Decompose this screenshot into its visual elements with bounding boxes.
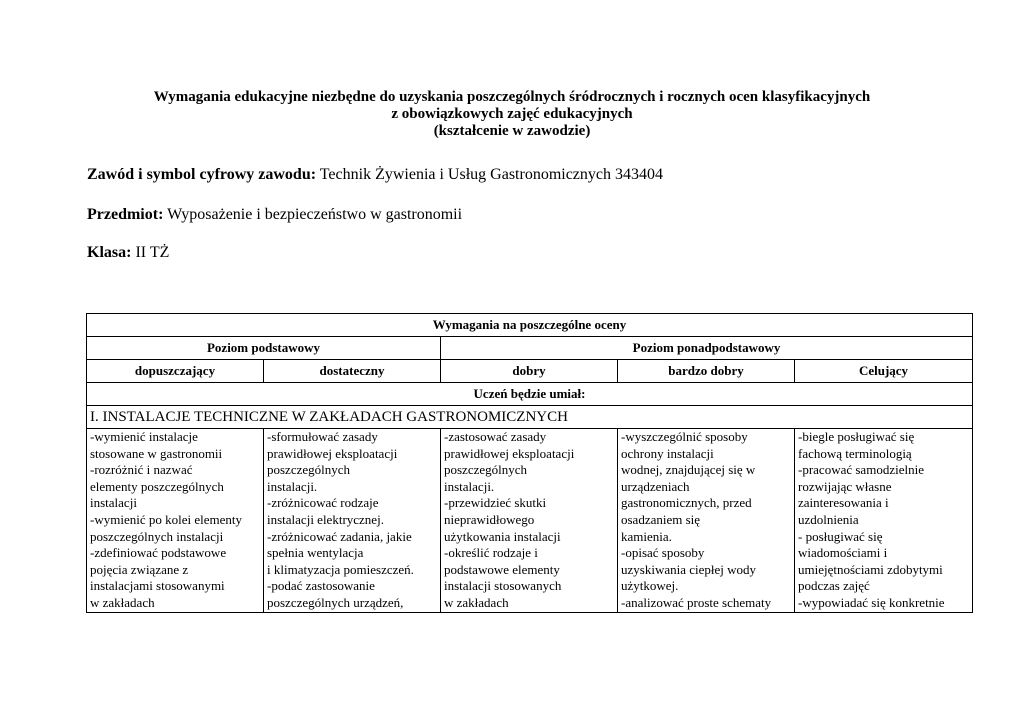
grade-header-bardzo-dobry: bardzo dobry bbox=[618, 360, 795, 383]
cell-text-line: - posługiwać się bbox=[798, 528, 883, 544]
class-value: II TŻ bbox=[131, 244, 170, 261]
cell-text-line: -analizować proste schematy bbox=[621, 594, 772, 610]
cell-text-line: -określić rodzaje i bbox=[444, 545, 538, 561]
cell-text-line: w zakładach bbox=[90, 594, 155, 610]
cell-text-line: wiadomościami i bbox=[798, 545, 888, 561]
cell-text-line: -przewidzieć skutki bbox=[444, 495, 547, 511]
cell-text-line: użytkowania instalacji bbox=[444, 528, 561, 544]
cell-text-line: i klimatyzacja pomieszczeń. bbox=[267, 561, 414, 577]
cell-text-line: rozwijając własne bbox=[798, 478, 892, 494]
cell-text-line: -wypowiadać się konkretnie bbox=[798, 594, 945, 610]
cell-text-line: użytkowej. bbox=[621, 578, 679, 594]
header-title-line-2: z obowiązkowych zajęć edukacyjnych bbox=[391, 106, 633, 122]
cell-celujacy bbox=[795, 429, 973, 613]
table-row bbox=[87, 429, 973, 613]
cell-text-line: wodnej, znajdującej się w bbox=[621, 462, 756, 478]
cell-text-line: prawidłowej eksploatacji bbox=[267, 445, 398, 461]
cell-text-line: -zastosować zasady bbox=[444, 429, 547, 444]
cell-text-line: osadzaniem się bbox=[621, 511, 701, 527]
cell-text-line: instalacji elektrycznej. bbox=[267, 511, 384, 527]
cell-text-line: poszczególnych urządzeń, bbox=[267, 594, 404, 610]
cell-text-line: instalacji bbox=[90, 495, 137, 511]
cell-dopuszczajacy bbox=[87, 429, 264, 613]
table-title: Wymagania na poszczególne oceny bbox=[87, 314, 973, 337]
section-title: I. INSTALACJE TECHNICZNE W ZAKŁADACH GASTRONOMICZNYCH bbox=[87, 406, 973, 429]
profession-label: Zawód i symbol cyfrowy zawodu: bbox=[87, 166, 317, 183]
cell-text-line: -zróżnicować zadania, jakie bbox=[267, 528, 412, 544]
cell-bardzo-dobry bbox=[618, 429, 795, 613]
cell-text-line: -rozróżnić i nazwać bbox=[90, 462, 193, 478]
cell-text-line: -zdefiniować podstawowe bbox=[90, 545, 227, 561]
grade-header-dopuszczajacy: dopuszczający bbox=[87, 360, 264, 383]
cell-text-line: kamienia. bbox=[621, 528, 672, 544]
cell-dostateczny bbox=[264, 429, 441, 613]
cell-text-line: instalacjami stosowanymi bbox=[90, 578, 225, 594]
cell-text-line: poszczególnych bbox=[444, 462, 528, 478]
cell-text-line: -pracować samodzielnie bbox=[798, 462, 924, 478]
cell-text-line: poszczególnych instalacji bbox=[90, 528, 224, 544]
grade-header-celujacy: Celujący bbox=[795, 360, 973, 383]
cell-text-line: pojęcia związane z bbox=[90, 561, 189, 577]
cell-text-line: zainteresowania i bbox=[798, 495, 889, 511]
cell-text-line: instalacji. bbox=[267, 478, 318, 494]
class-line bbox=[87, 244, 169, 262]
cell-text-line: -opisać sposoby bbox=[621, 545, 705, 561]
subject-value: Wyposażenie i bezpieczeństwo w gastronomii bbox=[163, 206, 463, 223]
cell-text-line: instalacji. bbox=[444, 478, 495, 494]
class-label: Klasa: bbox=[87, 244, 132, 261]
cell-text-line: umiejętnościami zdobytymi bbox=[798, 561, 943, 577]
header-title-line-3: (kształcenie w zawodzie) bbox=[433, 123, 591, 139]
cell-text-line: w zakładach bbox=[444, 594, 509, 610]
requirements-table bbox=[86, 313, 973, 613]
grade-header-dostateczny: dostateczny bbox=[264, 360, 441, 383]
subject-label: Przedmiot: bbox=[87, 206, 164, 223]
cell-text-line: gastronomicznych, przed bbox=[621, 495, 752, 511]
cell-text-line: -zróżnicować rodzaje bbox=[267, 495, 379, 511]
subject-line bbox=[87, 206, 462, 224]
cell-text-line: stosowane w gastronomii bbox=[90, 445, 223, 461]
cell-text-line: urządzeniach bbox=[621, 478, 690, 494]
cell-text-line: prawidłowej eksploatacji bbox=[444, 445, 575, 461]
document-header bbox=[0, 89, 1024, 140]
cell-text-line: spełnia wentylacja bbox=[267, 545, 364, 561]
cell-text-line: elementy poszczególnych bbox=[90, 478, 224, 494]
cell-text-line: uzyskiwania ciepłej wody bbox=[621, 561, 757, 577]
cell-text-line: uzdolnienia bbox=[798, 511, 859, 527]
level-basic-header: Poziom podstawowy bbox=[87, 337, 441, 360]
cell-text-line: podczas zajęć bbox=[798, 578, 870, 594]
cell-text-line: -wymienić po kolei elementy bbox=[90, 511, 242, 527]
cell-text-line: podstawowe elementy bbox=[444, 561, 560, 577]
cell-text-line: fachową terminologią bbox=[798, 445, 912, 461]
cell-text-line: instalacji stosowanych bbox=[444, 578, 562, 594]
cell-text-line: -podać zastosowanie bbox=[267, 578, 375, 594]
cell-text-line: -sformułować zasady bbox=[267, 429, 378, 444]
profession-line bbox=[87, 166, 663, 184]
cell-text-line: -wyszczególnić sposoby bbox=[621, 429, 748, 444]
cell-text-line: nieprawidłowego bbox=[444, 511, 535, 527]
cell-text-line: ochrony instalacji bbox=[621, 445, 714, 461]
header-title-line-1: Wymagania edukacyjne niezbędne do uzyskania poszczególnych śródrocznych i rocznych ocen klasyfikacyjnych bbox=[153, 89, 871, 105]
cell-dobry bbox=[441, 429, 618, 613]
level-advanced-header: Poziom ponadpodstawowy bbox=[441, 337, 973, 360]
profession-value: Technik Żywienia i Usług Gastronomicznych 343404 bbox=[316, 166, 664, 183]
grade-header-dobry: dobry bbox=[441, 360, 618, 383]
cell-text-line: -biegle posługiwać się bbox=[798, 429, 915, 444]
cell-text-line: poszczególnych bbox=[267, 462, 351, 478]
cell-text-line: -wymienić instalacje bbox=[90, 429, 198, 444]
student-will-row: Uczeń będzie umiał: bbox=[87, 383, 973, 406]
